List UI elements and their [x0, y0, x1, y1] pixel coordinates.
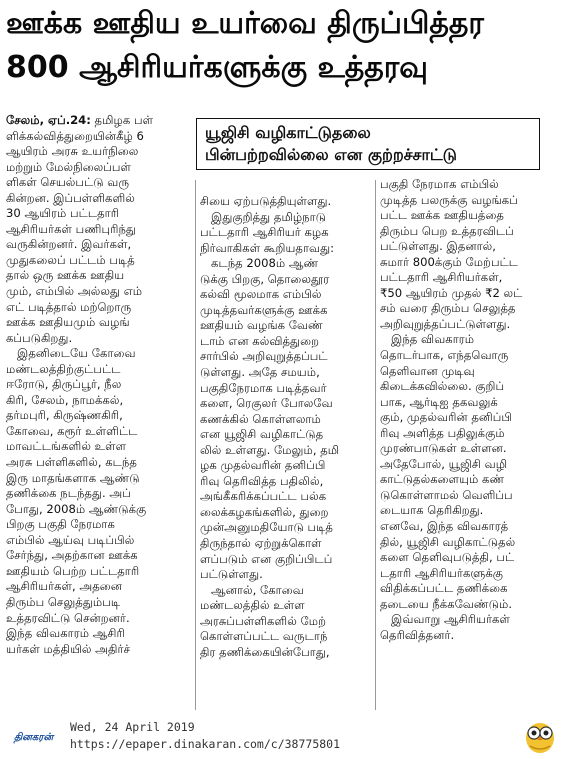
article-line: தணிக்கை நடந்தது. அப் [6, 486, 131, 501]
article-line: டுள்ளது. அதே சமயம், [200, 365, 320, 380]
article-line: ளிகள் செயல்பட்டு வரு [6, 175, 130, 190]
article-line: மாவட்டங்களில் உள்ள [6, 439, 127, 454]
footer [0, 712, 561, 759]
article-line: தெரிவித்தனர். [380, 627, 455, 642]
article-line: போது, 2008ம் ஆண்டுக்கு [6, 501, 147, 516]
headline-line-1: ஊக்க ஊதிய உயர்வை திருப்பித்தர [6, 6, 484, 41]
article-line: யர்கள் மத்தியில் அதிர்ச் [6, 641, 131, 656]
article-line: காட்டுதல்களையும் கண் [380, 472, 505, 487]
article-line: பட்ட ஊக்க ஊதியத்தை [380, 208, 504, 223]
article-line: சார்பில் அறிவுறுத்தப்பட் [200, 349, 328, 364]
article-line: முதுகலைப் பட்டம் படித் [6, 252, 135, 267]
brand-logo: தினகரன் [14, 732, 54, 743]
article-line: பாக, ஆர்டிஐ தகவலுக் [380, 394, 498, 409]
article-column-2 [200, 194, 370, 660]
article-line: கிடைக்கவில்லை. குறிப் [380, 379, 505, 394]
article-line: உத்தரவிட்டு சென்றனர். [6, 610, 130, 625]
article-line: மண்டலத்திற்குட்பட்ட [6, 361, 121, 376]
article-line: கும், முதல்வரின் தனிப்பி [380, 410, 512, 425]
article-line: மண்டலத்தில் உள்ள [200, 598, 305, 613]
column-divider [375, 180, 376, 710]
article-line: ₹50 ஆயிரம் முதல் ₹2 லட் [380, 285, 523, 300]
article-line: ழக முதல்வரின் தனிப்பி [200, 458, 326, 473]
article-line: 30 ஆயிரம் பட்டதாரி [6, 206, 120, 221]
article-line: இந்த விவகாரம் ஆசிரி [6, 626, 125, 641]
dateline: சேலம், ஏப்.24: [6, 113, 91, 127]
article-column-1 [6, 113, 192, 657]
article-line: பட்டுள்ளது. [200, 567, 263, 582]
article-line: டுகொள்ளாமல் வெளிப்ப [380, 487, 513, 502]
article-line: எட் படித்தால் மற்றொரு [6, 299, 132, 314]
article-line: அரசு பள்ளிகளில், கடந்த [6, 455, 137, 470]
article-line: விதிக்கப்பட்ட தணிக்கை [380, 581, 508, 596]
article-line: கின்றன. இப்பள்ளிகளில் [6, 190, 135, 205]
article-line: பகுதி நேரமாக எம்பில் [380, 177, 499, 191]
issue-date: Wed, 24 April 2019 [70, 720, 195, 734]
article-line: முடித்தவர்களுக்கு ஊக்க [200, 302, 328, 317]
article-line: முடித்த பலருக்கு வழங்கப் [380, 192, 518, 207]
article-line: அரசுப்பள்ளிகளில் மேற் [200, 613, 326, 628]
article-line: ஊக்க ஊதியமும் வழங் [6, 315, 130, 330]
headline-line-2: 800 ஆசிரியர்களுக்கு உத்தரவு [6, 50, 429, 85]
article-line: இரு மாதங்களாக ஆண்டு [6, 470, 140, 485]
article-line: தெளிவான முடிவு [380, 363, 475, 378]
article-line: களை, ரெகுலர் போலவே [200, 396, 333, 411]
article-line: ஆயிரம் அரசு உயர்நிலை [6, 144, 139, 159]
article-line: கோவை, கரூர் உள்ளிட்ட [6, 423, 138, 438]
article-line: லைக்கழகங்களில், துறை [200, 504, 329, 519]
article-line: இதுகுறித்து தமிழ்நாடு [200, 209, 327, 224]
article-line: அறிவுறுத்தப்பட்டுள்ளது. [380, 316, 511, 331]
article-line: சியை ஏற்படுத்தியுள்ளது. [200, 194, 332, 208]
article-line: மற்றும் மேல்நிலைப்பள் [6, 159, 132, 174]
article-line: எனவே, இந்த விவகாரத் [380, 519, 509, 534]
article-line: இவ்வாறு ஆசிரியர்கள் [380, 612, 510, 627]
article-line: நிர்வாகிகள் கூறியதாவது: [200, 240, 335, 255]
article-line: களை தெளிவுபடுத்தி, பட் [380, 550, 515, 565]
article-line: கடந்த 2008ம் ஆண் [200, 256, 319, 271]
article-line: சேர்ந்து, அதற்கான ஊக்க [6, 548, 138, 563]
article-line: ரிவு அளித்த பதிலுக்கும் [380, 425, 505, 440]
subheadline-line-2: பின்பற்றவில்லை என குற்றச்சாட்டு [205, 145, 457, 164]
article-line: தடையை நீக்கவேண்டும். [380, 596, 513, 611]
epaper-link[interactable]: https://epaper.dinakaran.com/c/38775801 [70, 737, 341, 751]
article-line: கப்படுகிறது. [6, 330, 73, 345]
article-line: சம் வரை திரும்ப செலுத்த [380, 301, 516, 316]
article-line: இதனிடையே கோவை [6, 346, 136, 361]
article-line: ரிவு தெரிவித்த பதிலில், [200, 473, 324, 488]
article-line: டாம் என கல்வித்துறை [200, 333, 319, 348]
article-line: பட்டதாரி ஆசிரியர்கள், [380, 270, 503, 285]
article-line: தில், யூஜிசி வழிகாட்டுதல் [380, 534, 516, 549]
article-line: ஊதியம் பெற்ற பட்டதாரி [6, 563, 140, 578]
article-line: லில் உள்ளது. மேலும், தமி [200, 442, 340, 457]
article-line: ஆசிரியர்கள், அதனை [6, 579, 122, 594]
article-line: மும், எம்பில் அல்லது எம் [6, 284, 143, 299]
article-line: எம்பில் ஆய்வு படிப்பில் [6, 532, 135, 547]
article-line: கல்வி மூலமாக எம்பில் [200, 287, 322, 302]
article-line: ளிக்கல்வித்துறையின்கீழ் 6 [6, 128, 144, 143]
article-line: ளப்படும் என குறிப்பிடப் [200, 551, 333, 566]
subheadline-box [196, 118, 540, 170]
article-line: டதாரி ஆசிரியர்களுக்கு [380, 565, 503, 580]
article-line: திரும்ப செலுத்தும்படி [6, 594, 121, 609]
owl-icon [524, 718, 556, 754]
article-line: பட்டுள்ளது. இதனால், [380, 239, 496, 254]
article-line: முரண்பாடுகள் உள்ளன. [380, 441, 507, 456]
article-line: சுமார் 800க்கும் மேற்பட்ட [380, 254, 519, 269]
article-line: பிறகு பகுதி நேரமாக [6, 517, 115, 532]
article-line: திரும்ப பெற உத்தரவிடப் [380, 223, 514, 238]
article-line: டுக்கு பிறகு, தொலைதூர [200, 271, 330, 286]
article-line: ஆனால், கோவை [200, 582, 304, 597]
article-line: திருந்தால் ஏற்றுக்கொள் [200, 536, 322, 551]
article-line: முன்அனுமதியோடு படித் [200, 520, 333, 535]
article-line: வருகின்றனர். இவர்கள், [6, 237, 132, 252]
article-line: திர தணிக்கையின்போது, [200, 644, 330, 659]
article-line: ஆசிரியர்கள் பணிபுரிந்து [6, 221, 136, 236]
article-line: இந்த விவகாரம் [380, 332, 475, 347]
column-divider [195, 180, 196, 710]
article-line: தொடர்பாக, எந்தவொரு [380, 348, 509, 363]
article-line: கணக்கில் கொள்ளலாம் [200, 411, 321, 426]
article-line: கொள்ளப்பட்ட வருடாந் [200, 629, 328, 644]
subheadline-line-1: யூஜிசி வழிகாட்டுதலை [205, 123, 371, 142]
article-line: ஈரோடு, திருப்பூர், நீல [6, 377, 122, 392]
article-line: தமிழக பள் [90, 113, 154, 127]
article-column-3 [380, 177, 550, 643]
article-line: ஊதியம் வழங்க வேண் [200, 318, 323, 333]
article-line: அதேபோல், யூஜிசி வழி [380, 456, 508, 471]
article-line: தால் ஒரு ஊக்க ஊதிய [6, 268, 125, 283]
article-line: தர்மபுரி, கிருஷ்ணகிரி, [6, 408, 123, 423]
article-line: பகுதிநேரமாக படித்தவர் [200, 380, 327, 395]
article-line: பட்டதாரி ஆசிரியர் கழக [200, 225, 329, 240]
headline [6, 2, 555, 90]
article-line: கிரி, சேலம், நாமக்கல், [6, 392, 124, 407]
article-line: டையாக தெரிகிறது. [380, 503, 484, 518]
article-line: என யூஜிசி வழிகாட்டுத [200, 427, 324, 442]
article-line: அங்கீகரிக்கப்பட்ட பல்க [200, 489, 327, 504]
